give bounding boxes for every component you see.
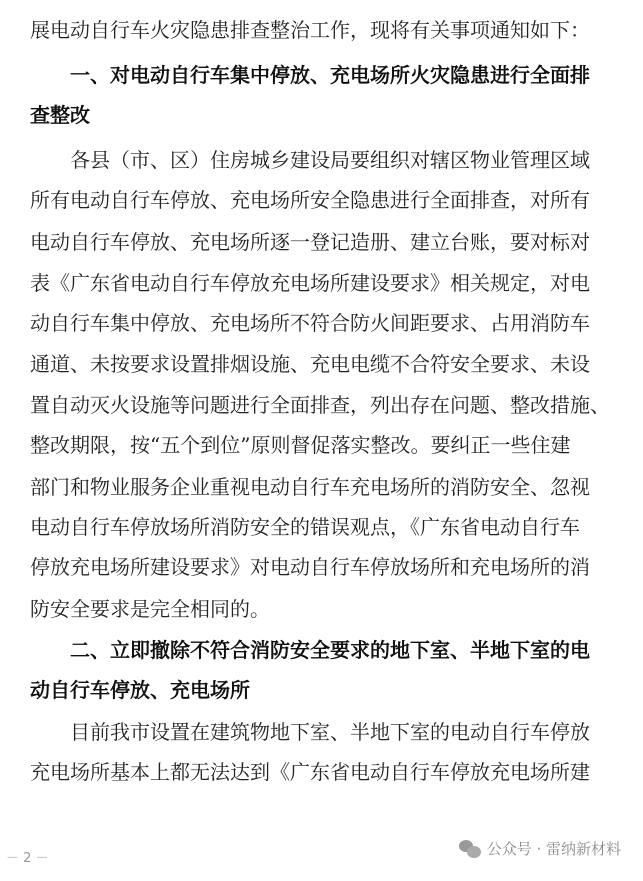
section-heading-line: 动自行车停放、充电场所 — [30, 678, 250, 702]
wechat-watermark — [459, 838, 621, 859]
section-heading-line: 一、对电动自行车集中停放、充电场所火灾隐患进行全面排 — [70, 63, 590, 87]
paragraph-line: 置自动灭火设施等问题进行全面排查，列出存在问题、整改措施、 — [30, 393, 610, 417]
paragraph-line: 电动自行车停放、充电场所逐一登记造册、建立台账，要对标对 — [30, 230, 590, 254]
paragraph-line: 展电动自行车火灾隐患排查整治工作，现将有关事项通知如下： — [30, 18, 590, 42]
paragraph-line: 停放充电场所建设要求》对电动自行车停放场所和充电场所的消 — [30, 555, 590, 579]
paragraph-line: 通道、未按要求设置排烟设施、充电电缆不合符安全要求、未设 — [30, 352, 590, 376]
paragraph-line: 防安全要求是完全相同的。 — [30, 597, 270, 621]
paragraph-line: 部门和物业服务企业重视电动自行车充电场所的消防安全、忽视 — [30, 475, 590, 499]
page-number: － 2 － — [6, 851, 49, 866]
paragraph-line: 所有电动自行车停放、充电场所安全隐患进行全面排查，对所有 — [30, 188, 590, 212]
paragraph-line: 整改期限，按“五个到位”原则督促落实整改。要纠正一些住建 — [30, 433, 571, 457]
section-heading-line: 查整改 — [30, 103, 90, 127]
paragraph-line: 各县（市、区）住房城乡建设局要组织对辖区物业管理区域 — [70, 148, 590, 172]
paragraph-line: 电动自行车停放场所消防安全的错误观点，《广东省电动自行车 — [30, 515, 580, 539]
wechat-icon — [459, 840, 481, 858]
paragraph-line: 动自行车集中停放、充电场所不符合防火间距要求、占用消防车 — [30, 311, 590, 335]
paragraph-line: 充电场所基本上都无法达到《广东省电动自行车停放充电场所建 — [30, 760, 590, 784]
paragraph-line: 目前我市设置在建筑物地下室、半地下室的电动自行车停放 — [70, 720, 590, 744]
watermark-text: 公众号 · 雷纳新材料 — [486, 840, 621, 858]
paragraph-line: 表《广东省电动自行车停放充电场所建设要求》相关规定，对电 — [30, 271, 590, 295]
section-heading-line: 二、立即撤除不符合消防安全要求的地下室、半地下室的电 — [70, 638, 590, 662]
